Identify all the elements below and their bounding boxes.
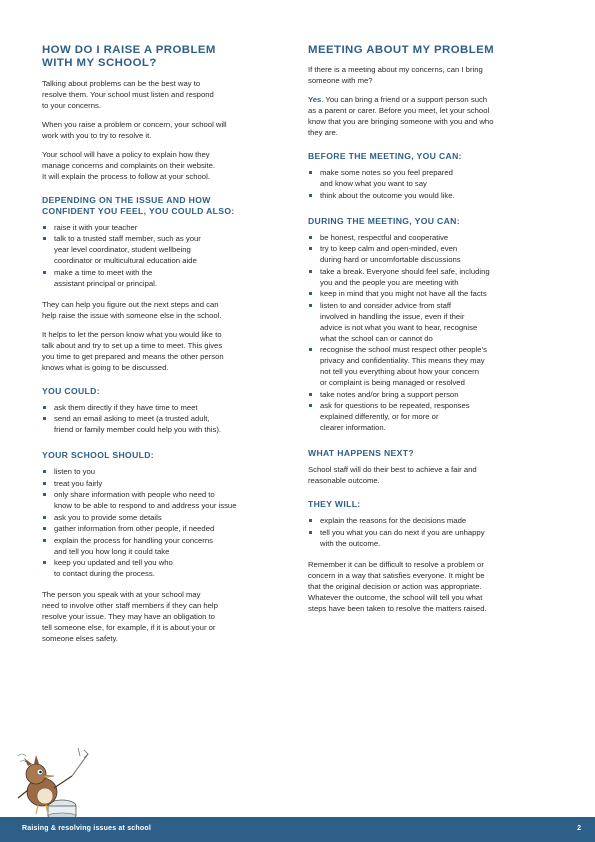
before-meeting-heading: BEFORE THE MEETING, YOU CAN: <box>308 151 462 162</box>
body-paragraph: They can help you figure out the next steps and can help raise the issue with someone else in the school. <box>42 299 222 320</box>
list-item: send an email asking to meet (a trusted adult, friend or family member could help you with this). <box>42 413 290 435</box>
list-item: take notes and/or bring a support person <box>308 389 560 400</box>
depending-list <box>42 222 290 289</box>
meeting-title: MEETING ABOUT MY PROBLEM <box>308 44 495 56</box>
list-item: talk to a trusted staff member, such as your year level coordinator, student wellbeing coordinator or multicultural education aide <box>42 233 290 266</box>
page-footer <box>0 817 595 842</box>
meeting-answer <box>308 94 560 138</box>
list-item: gather information from other people, if needed <box>42 523 290 534</box>
list-item: take a break. Everyone should feel safe, including you and the people you are meeting with <box>308 266 560 288</box>
school-should-list <box>42 466 290 579</box>
closing-paragraph: The person you speak with at your school may need to involve other staff members if they can help resolve your issue. They may have an obligation to tell someone else, for example, if it is about your or someone elses safety. <box>42 590 218 644</box>
you-could-list <box>42 402 290 436</box>
intro-paragraph: Talking about problems can be the best way to resolve them. Your school must listen and respond to your concerns. <box>42 78 214 110</box>
list-item: recognise the school must respect other people’s privacy and confidentiality. This means they may not tell you everything about how your concern or complaint is being managed or resolved <box>308 344 560 388</box>
during-meeting-heading: DURING THE MEETING, YOU CAN: <box>308 215 460 226</box>
list-item: make a time to meet with the assistant principal or principal. <box>42 267 290 289</box>
list-item: ask for questions to be repeated, responses explained differently, or for more or clearer information. <box>308 400 560 433</box>
what-happens-next-heading: WHAT HAPPENS NEXT? <box>308 448 414 459</box>
school-should-heading: YOUR SCHOOL SHOULD: <box>42 450 155 461</box>
bird-mascot-icon <box>14 746 104 820</box>
list-item: treat you fairly <box>42 478 290 489</box>
list-item: listen to and consider advice from staff involved in handling the issue, even if their advice is not what you want to hear, recognise what the school can or cannot do <box>308 300 560 344</box>
what-happens-next-text: School staff will do their best to achieve a fair and reasonable outcome. <box>308 465 477 486</box>
list-item: only share information with people who need to know to be able to respond to and address your issue <box>42 489 290 511</box>
list-item: be honest, respectful and cooperative <box>308 232 560 243</box>
body-paragraph: It helps to let the person know what you would like to talk about and try to set up a time to meet. This gives you time to get prepared and means the other person knows what is going to be discussed. <box>42 329 224 372</box>
list-item: keep you updated and tell you who to contact during the process. <box>42 557 290 579</box>
you-could-heading: YOU COULD: <box>42 385 100 396</box>
list-item: explain the reasons for the decisions made <box>308 515 560 526</box>
answer-text: . You can bring a friend or a support person such as a parent or carer. Before you meet, let your school know that you are bringing someone with you and who they are. <box>308 95 494 138</box>
list-item: raise it with your teacher <box>42 222 290 233</box>
depending-heading: DEPENDING ON THE ISSUE AND HOW CONFIDENT YOU FEEL, YOU COULD ALSO: <box>42 194 235 216</box>
closing-paragraph: Remember it can be difficult to resolve a problem or concern in a way that satisfies everyone. It might be that the original decision or action was appropriate. Whatever the outcome, the school will tell you what steps have been taken to resolve the matters raised. <box>308 559 487 613</box>
during-meeting-list <box>308 232 560 434</box>
list-item: ask them directly if they have time to meet <box>42 402 290 413</box>
left-column <box>42 44 290 652</box>
meeting-question: If there is a meeting about my concerns, can I bring someone with me? <box>308 65 483 86</box>
list-item: ask you to provide some details <box>42 512 290 523</box>
they-will-heading: THEY WILL: <box>308 499 361 510</box>
list-item: keep in mind that you might not have all the facts <box>308 288 560 299</box>
yes-word: Yes <box>308 95 322 105</box>
list-item: listen to you <box>42 466 290 477</box>
list-item: explain the process for handling your concerns and tell you how long it could take <box>42 535 290 557</box>
intro-paragraph: When you raise a problem or concern, your school will work with you to try to resolve it. <box>42 119 227 140</box>
raise-problem-title: HOW DO I RAISE A PROBLEM WITH MY SCHOOL? <box>42 44 216 70</box>
they-will-list <box>308 515 560 549</box>
intro-paragraph: Your school will have a policy to explain how they manage concerns and complaints on their website. It will explain the process to follow at your school. <box>42 149 216 181</box>
footer-title: Raising & resolving issues at school <box>22 825 151 832</box>
list-item: tell you what you can do next if you are unhappy with the outcome. <box>308 527 560 549</box>
right-column <box>308 44 560 622</box>
list-item: make some notes so you feel prepared and know what you want to say <box>308 167 560 189</box>
page-number: 2 <box>577 825 581 832</box>
list-item: try to keep calm and open-minded, even during hard or uncomfortable discussions <box>308 243 560 265</box>
before-meeting-list <box>308 167 560 201</box>
list-item: think about the outcome you would like. <box>308 190 560 201</box>
